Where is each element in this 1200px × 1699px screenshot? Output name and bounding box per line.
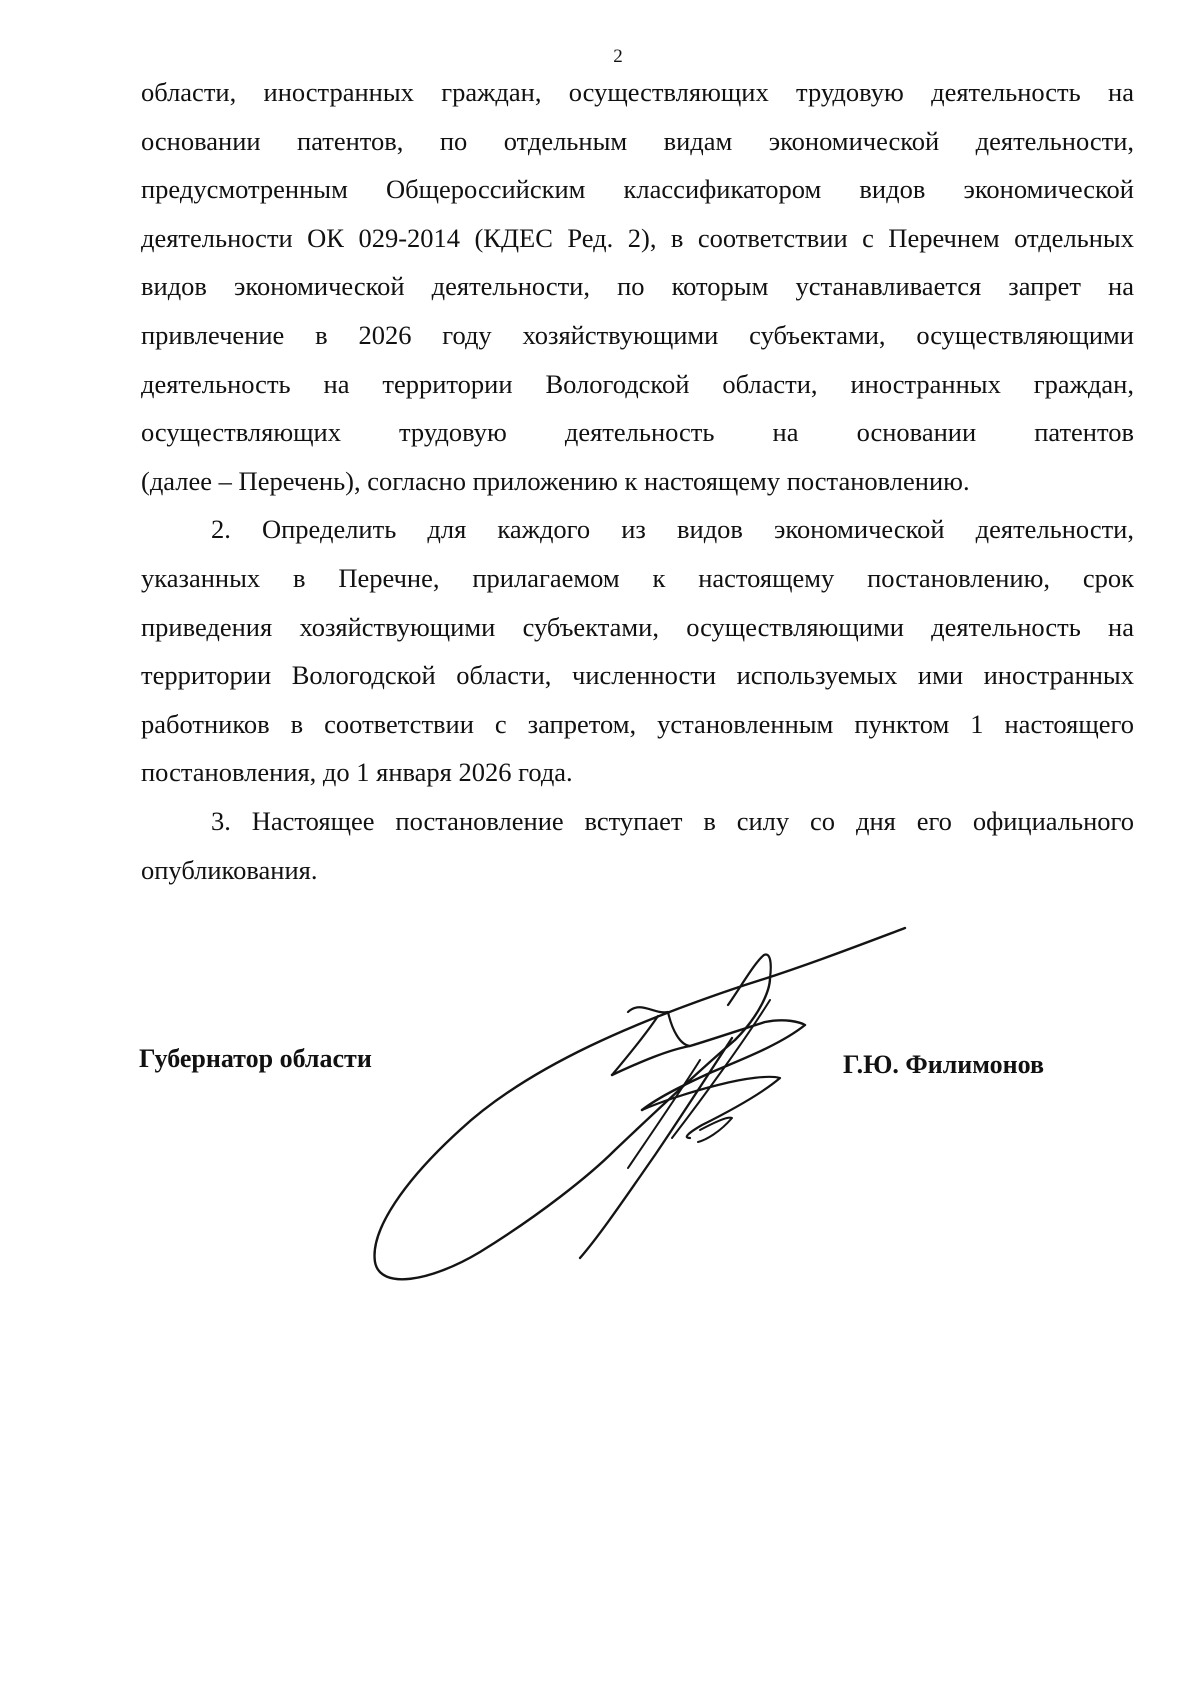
- text-line: территории Вологодской области, численности используемых ими иностранных: [141, 660, 1134, 691]
- text-line: основании патентов, по отдельным видам экономической деятельности,: [141, 125, 1134, 156]
- text-line: постановления, до 1 января 2026 года.: [141, 757, 573, 788]
- text-line: 2. Определить для каждого из видов экономической деятельности,: [211, 514, 1134, 545]
- signer-name: Г.Ю. Филимонов: [843, 1050, 1045, 1079]
- text-line: деятельность на территории Вологодской области, иностранных граждан,: [141, 368, 1134, 399]
- text-line: видов экономической деятельности, по которым устанавливается запрет на: [141, 271, 1134, 302]
- text-line: работников в соответствии с запретом, установленным пунктом 1 настоящего: [141, 708, 1134, 739]
- text-line: (далее – Перечень), согласно приложению к настоящему постановлению.: [141, 465, 970, 496]
- text-line: опубликования.: [141, 854, 318, 885]
- text-line: 3. Настоящее постановление вступает в силу со дня его официального: [211, 805, 1134, 836]
- text-line: указанных в Перечне, прилагаемом к настоящему постановлению, срок: [141, 562, 1134, 593]
- text-line: предусмотренным Общероссийским классификатором видов экономической: [141, 174, 1134, 205]
- text-line: осуществляющих трудовую деятельность на основании патентов: [141, 417, 1134, 448]
- text-line: приведения хозяйствующими субъектами, осуществляющими деятельность на: [141, 611, 1134, 642]
- text-line: деятельности ОК 029-2014 (КДЕС Ред. 2), в соответствии с Перечнем отдельных: [141, 222, 1134, 253]
- text-line: привлечение в 2026 году хозяйствующими субъектами, осуществляющими: [141, 319, 1134, 350]
- text-line: области, иностранных граждан, осуществляющих трудовую деятельность на: [141, 77, 1134, 107]
- page-number: 2: [613, 46, 623, 67]
- signer-title: Губернатор области: [139, 1044, 372, 1073]
